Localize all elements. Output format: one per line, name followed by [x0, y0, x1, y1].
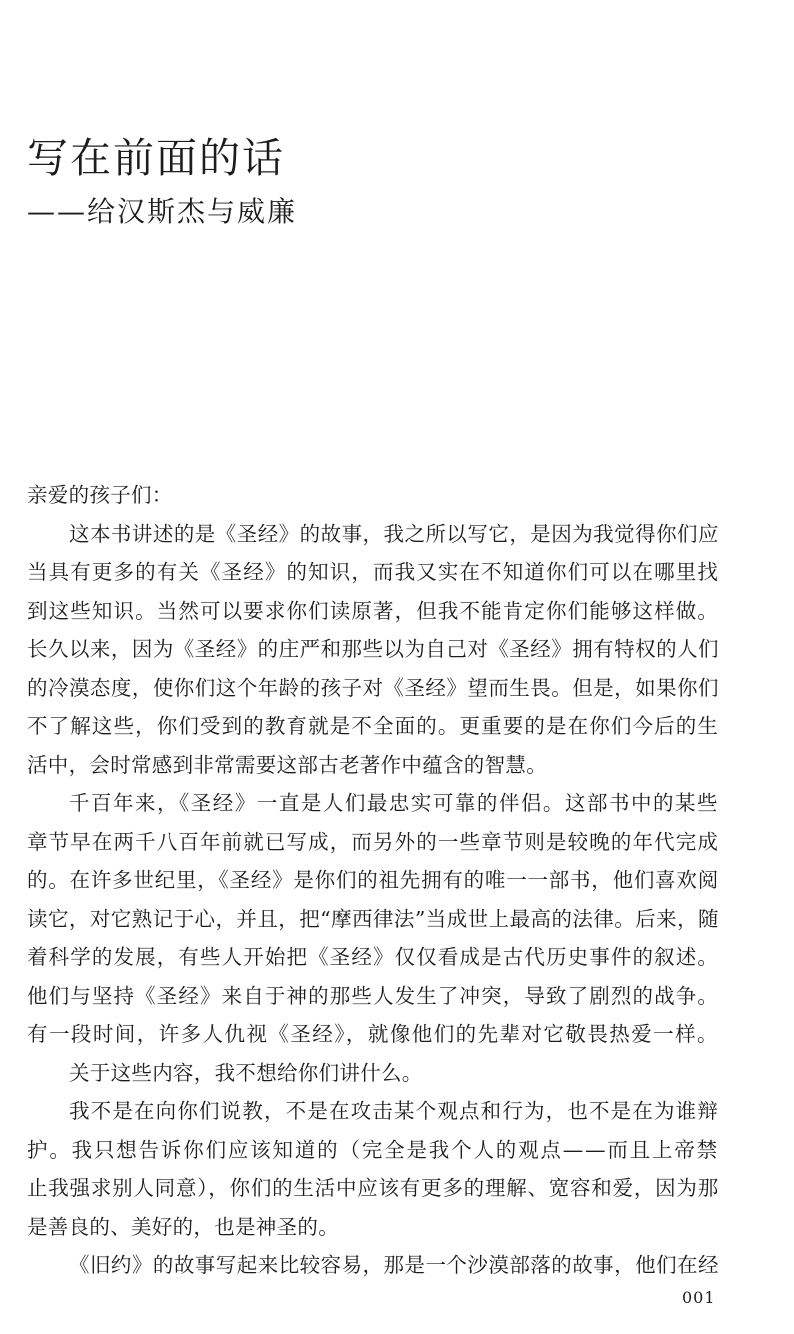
text-line: 读它，对它熟记于心，并且，把“摩西律法”当成世上最高的法律。后来，随 [27, 906, 719, 931]
text-line: 是善良的、美好的，也是神圣的。 [27, 1214, 339, 1239]
text-line: 《旧约》的故事写起来比较容易，那是一个沙漠部落的故事，他们在经 [69, 1253, 719, 1277]
text-line: 关于这些内容，我不想给你们讲什么。 [69, 1060, 423, 1085]
page-number: 001 [682, 1288, 716, 1307]
text-line: 活中，会时常感到非常需要这部古老著作中蕴含的智慧。 [27, 752, 547, 777]
text-line: 他们与坚持《圣经》来自于神的那些人发生了冲突，导致了剧烈的战争。 [27, 983, 719, 1008]
text-line: 的冷漠态度，使你们这个年龄的孩子对《圣经》望而生畏。但是，如果你们 [27, 675, 719, 700]
chapter-subtitle: ——给汉斯杰与威廉 [27, 195, 298, 228]
text-line: 不了解这些，你们受到的教育就是不全面的。更重要的是在你们今后的生 [27, 714, 719, 738]
text-line: 长久以来，因为《圣经》的庄严和那些以为自己对《圣经》拥有特权的人们 [27, 637, 719, 661]
text-line: 我不是在向你们说教，不是在攻击某个观点和行为，也不是在为谁辩 [69, 1099, 719, 1123]
text-line: 这本书讲述的是《圣经》的故事，我之所以写它，是因为我觉得你们应 [69, 521, 719, 546]
text-line: 护。我只想告诉你们应该知道的（完全是我个人的观点——而且上帝禁 [27, 1137, 719, 1162]
text-line: 着科学的发展，有些人开始把《圣经》仅仅看成是古代历史事件的叙述。 [27, 945, 719, 969]
chapter-title: 写在前面的话 [27, 134, 285, 182]
text-line: 止我强求别人同意），你们的生活中应该有更多的理解、宽容和爱，因为那 [27, 1176, 719, 1200]
salutation: 亲爱的孩子们： [27, 483, 173, 507]
text-line: 到这些知识。当然可以要求你们读原著，但我不能肯定你们能够这样做。 [27, 598, 719, 623]
text-line: 的。在许多世纪里，《圣经》是你们的祖先拥有的唯一一部书，他们喜欢阅 [27, 868, 719, 892]
text-line: 有一段时间，许多人仇视《圣经》，就像他们的先辈对它敬畏热爱一样。 [27, 1022, 719, 1046]
text-line: 当具有更多的有关《圣经》的知识，而我又实在不知道你们可以在哪里找 [27, 560, 719, 584]
text-line: 千百年来，《圣经》一直是人们最忠实可靠的伴侣。这部书中的某些 [69, 791, 719, 815]
text-line: 章节早在两千八百年前就已写成，而另外的一些章节则是较晚的年代完成 [27, 829, 719, 854]
body-text [27, 476, 719, 1285]
